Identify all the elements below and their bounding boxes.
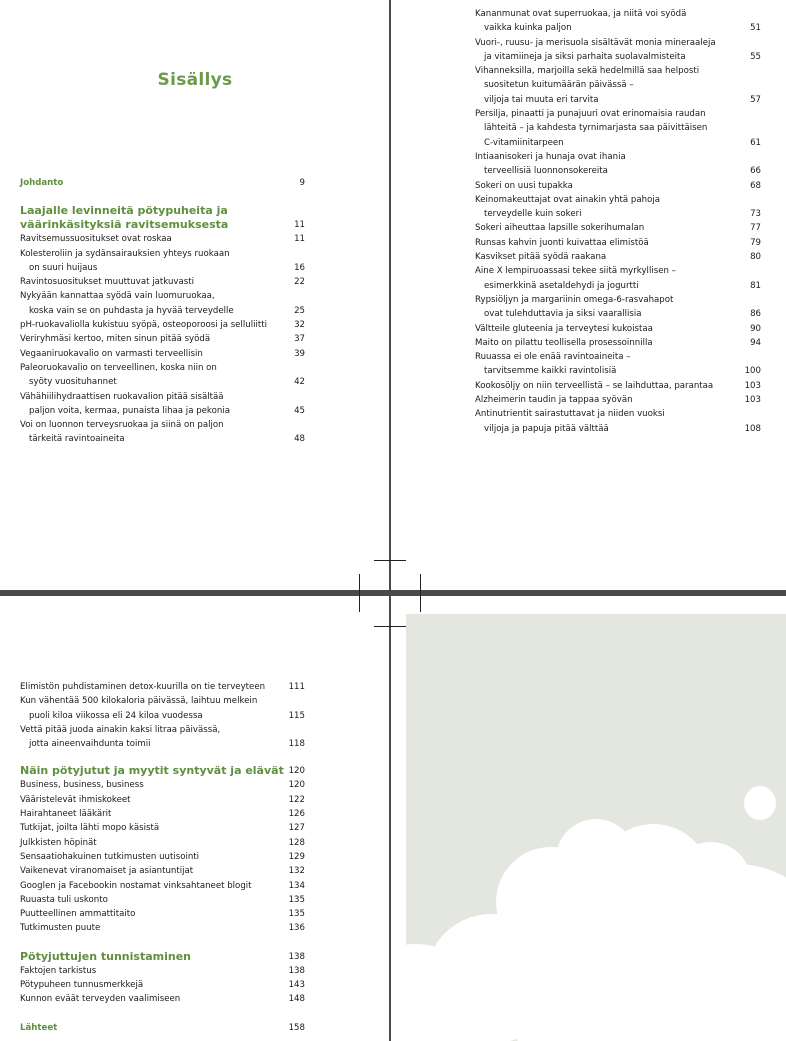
toc-entry-title: Pötyjuttujen tunnistaminen [20, 949, 191, 963]
toc-entry [20, 261, 305, 275]
cloud-shape [556, 819, 636, 899]
toc-entry-title: Faktojen tarkistus [20, 965, 97, 976]
toc-page-number: 108 [744, 423, 761, 434]
toc-entry [20, 907, 305, 921]
toc-page-number: 127 [288, 823, 305, 834]
toc-page-number: 103 [744, 380, 761, 391]
toc-entry-title: Vääristelevät ihmiskokeet [20, 794, 131, 805]
toc-entry [20, 332, 305, 346]
toc-entry [475, 379, 761, 393]
toc-entry-title: tärkeitä ravintoaineita [29, 434, 125, 445]
crop-mark [374, 626, 406, 627]
toc-page-number: 80 [750, 252, 761, 263]
toc-entry-title: Antinutrientit sairastuttavat ja niiden vuoksi [475, 409, 665, 420]
toc-section-heading [20, 204, 305, 218]
toc-left-bottom [20, 680, 305, 1035]
toc-entry-title: Pötypuheen tunnusmerkkejä [20, 980, 144, 991]
toc-entry [20, 921, 305, 935]
toc-entry-title: Kookosöljy on niin terveellistä – se laihduttaa, parantaa [475, 380, 714, 391]
toc-entry-title: on suuri huijaus [29, 262, 98, 273]
toc-left-top [20, 176, 305, 447]
toc-entry-title: suositetun kuitumäärän päivässä – [484, 80, 634, 91]
toc-entry [475, 50, 761, 64]
toc-entry [20, 864, 305, 878]
toc-entry-title: Aine X lempiruoassasi tekee siitä myrkyllisen – [475, 266, 676, 277]
toc-entry-title: syöty vuosituhannet [29, 377, 117, 388]
toc-entry [475, 150, 761, 164]
toc-page-number: 73 [750, 209, 761, 220]
toc-entry [20, 821, 305, 835]
toc-entry-title: esimerkkinä asetaldehydi ja jogurtti [484, 280, 639, 291]
toc-entry [20, 807, 305, 821]
toc-entry [20, 836, 305, 850]
toc-page-number: 100 [744, 366, 761, 377]
toc-page-number: 148 [288, 994, 305, 1005]
toc-entry-title: Business, business, business [20, 780, 144, 791]
toc-entry [20, 375, 305, 389]
toc-entry [20, 694, 305, 708]
toc-entry [20, 737, 305, 751]
toc-entry-title: Elimistön puhdistaminen detox-kuurilla on tie terveyteen [20, 682, 266, 692]
toc-entry-title: Puutteellinen ammattitaito [20, 909, 136, 920]
toc-entry-title: Kunnon eväät terveyden vaalimiseen [20, 994, 181, 1005]
toc-page-number: 128 [288, 837, 305, 848]
toc-right-top [475, 7, 761, 436]
toc-page-number: 136 [288, 923, 305, 934]
toc-entry [20, 275, 305, 289]
toc-entry [475, 207, 761, 221]
page-gutter-bottom [389, 596, 391, 1041]
toc-entry-title: Googlen ja Facebookin nostamat vinksahtaneet blogit [20, 880, 252, 891]
toc-page-number: 120 [288, 766, 305, 777]
toc-page-number: 118 [288, 739, 305, 750]
toc-entry [475, 78, 761, 92]
toc-title: Sisällys [157, 70, 233, 90]
toc-entry-title: lähteitä – ja kahdesta tyrnimarjasta saa päivittäisen [484, 123, 708, 134]
toc-entry [20, 893, 305, 907]
toc-entry [20, 347, 305, 361]
toc-entry [20, 247, 305, 261]
toc-entry [20, 778, 305, 792]
toc-entry [475, 193, 761, 207]
toc-entry-title: väärinkäsityksiä ravitsemuksesta [20, 218, 229, 232]
toc-entry-title: Näin pötyjutut ja myytit syntyvät ja elävät [20, 764, 284, 778]
page-divider [0, 590, 786, 596]
toc-page-number: 9 [299, 178, 305, 188]
toc-page-number: 143 [288, 980, 305, 991]
toc-section-heading [20, 950, 305, 964]
toc-page-number: 22 [294, 277, 305, 288]
cover-illustration-panel [406, 614, 786, 1041]
toc-entry [475, 264, 761, 278]
toc-entry [475, 336, 761, 350]
toc-entry-title: Laajalle levinneitä pötypuheita ja [20, 204, 228, 218]
toc-entry [475, 364, 761, 378]
toc-entry [475, 236, 761, 250]
toc-entry [20, 390, 305, 404]
toc-page-number: 94 [750, 337, 761, 348]
toc-entry-title: Johdanto [20, 178, 64, 188]
toc-entry [475, 307, 761, 321]
toc-page-number: 57 [750, 94, 761, 105]
toc-entry-title: paljon voita, kermaa, punaista lihaa ja pekonia [29, 405, 230, 416]
toc-entry-title: Tutkimusten puute [20, 923, 101, 934]
toc-entry-title: Persilja, pinaatti ja punajuuri ovat erinomaisia raudan [475, 109, 706, 120]
toc-entry [475, 7, 761, 21]
toc-entry-title: koska vain se on puhdasta ja hyvää terveydelle [29, 305, 234, 316]
crop-mark [420, 574, 421, 612]
toc-entry [475, 64, 761, 78]
toc-page-number: 115 [288, 710, 305, 721]
toc-entry-title: Hairahtaneet lääkärit [20, 809, 112, 820]
toc-entry-title: Voi on luonnon terveysruokaa ja siinä on paljon [20, 420, 224, 431]
toc-entry-title: Ravintosuositukset muuttuvat jatkuvasti [20, 277, 194, 288]
toc-page-number: 48 [294, 434, 305, 445]
toc-entry-title: Vaikenevat viranomaiset ja asiantuntijat [20, 866, 194, 877]
toc-entry-title: Ruuassa ei ole enää ravintoaineita – [475, 352, 631, 363]
toc-entry [20, 418, 305, 432]
toc-section-heading [20, 218, 305, 232]
toc-page-number: 37 [294, 334, 305, 345]
toc-entry-title: terveellisiä luonnonsokereita [484, 166, 608, 177]
toc-entry [20, 318, 305, 332]
toc-entry-title: Sensaatiohakuinen tutkimusten uutisointi [20, 851, 200, 862]
toc-entry [475, 293, 761, 307]
toc-entry-title: Sokeri on uusi tupakka [475, 180, 573, 191]
toc-page-number: 120 [288, 780, 305, 791]
toc-page-number: 61 [750, 137, 761, 148]
toc-entry-title: Paleoruokavalio on terveellinen, koska niin on [20, 362, 217, 373]
toc-entry [475, 179, 761, 193]
toc-entry-title: Vältteile gluteenia ja terveytesi kukoistaa [475, 323, 653, 334]
toc-page-number: 11 [294, 220, 305, 231]
toc-entry-title: Julkkisten höpinät [20, 837, 97, 848]
toc-page-number: 68 [750, 180, 761, 191]
toc-entry-title: terveydelle kuin sokeri [484, 209, 582, 220]
toc-page-number: 11 [294, 234, 305, 245]
toc-entry [20, 361, 305, 375]
toc-entry-title: Nykyään kannattaa syödä vain luomuruokaa, [20, 291, 215, 302]
toc-entry [475, 221, 761, 235]
toc-entry-title: Sokeri aiheuttaa lapsille sokerihumalan [475, 223, 645, 234]
toc-entry [475, 164, 761, 178]
toc-page-number: 135 [288, 894, 305, 905]
toc-entry [475, 250, 761, 264]
toc-entry [20, 232, 305, 246]
toc-entry-title: ovat tulehduttavia ja siksi vaarallisia [484, 309, 642, 320]
toc-page-number: 134 [288, 880, 305, 891]
toc-entry-title: Ruuasta tuli uskonto [20, 894, 108, 905]
toc-page-number: 126 [288, 809, 305, 820]
toc-entry-title: Rypsiöljyn ja margariinin omega-6-rasvahapot [475, 294, 674, 305]
toc-entry-title: Kasvikset pitää syödä raakana [475, 252, 607, 263]
toc-entry [20, 709, 305, 723]
toc-entry [20, 404, 305, 418]
toc-page-number: 135 [288, 909, 305, 920]
toc-entry-title: Vuori-, ruusu- ja merisuola sisältävät monia mineraaleja [475, 37, 716, 48]
toc-page-number: 77 [750, 223, 761, 234]
page-gutter-top [389, 0, 391, 590]
toc-entry [20, 793, 305, 807]
toc-entry [475, 350, 761, 364]
toc-entry-title: Vettä pitää juoda ainakin kaksi litraa päivässä, [20, 724, 221, 735]
toc-page-number: 16 [294, 262, 305, 273]
toc-entry-title: ja vitamiineja ja siksi parhaita suolavalmisteita [484, 51, 686, 62]
toc-entry [475, 422, 761, 436]
toc-page-number: 90 [750, 323, 761, 334]
toc-entry-title: puoli kiloa viikossa eli 24 kiloa vuodessa [29, 710, 203, 721]
toc-page-number: 51 [750, 23, 761, 34]
toc-entry [475, 21, 761, 35]
toc-page-number: 42 [294, 377, 305, 388]
toc-entry [20, 879, 305, 893]
toc-entry [20, 289, 305, 303]
toc-page-number: 132 [288, 866, 305, 877]
crop-mark [359, 574, 360, 612]
toc-page-number: 138 [288, 951, 305, 962]
toc-entry [20, 432, 305, 446]
toc-entry [20, 723, 305, 737]
toc-page-number: 39 [294, 348, 305, 359]
toc-page-number: 86 [750, 309, 761, 320]
toc-page-number: 79 [750, 237, 761, 248]
toc-entry [475, 107, 761, 121]
toc-entry-title: Runsas kahvin juonti kuivattaa elimistöä [475, 237, 649, 248]
toc-page-number: 129 [288, 851, 305, 862]
toc-page-number: 122 [288, 794, 305, 805]
toc-entry-title: tarvitsemme kaikki ravintolisiä [484, 366, 617, 377]
crop-mark [374, 560, 406, 561]
toc-entry [20, 850, 305, 864]
toc-entry [20, 992, 305, 1006]
toc-entry-title: Vähähiilihydraattisen ruokavalion pitää sisältää [20, 391, 224, 402]
toc-page-number: 32 [294, 320, 305, 331]
toc-entry-title: Vihanneksilla, marjoilla sekä hedelmillä saa helposti [475, 66, 700, 77]
toc-page-number: 55 [750, 51, 761, 62]
toc-entry-title: Veriryhmäsi kertoo, miten sinun pitää syödä [20, 334, 211, 345]
toc-entry [475, 121, 761, 135]
toc-page-number: 81 [750, 280, 761, 291]
toc-section-heading [20, 176, 305, 190]
toc-page-number: 25 [294, 305, 305, 316]
toc-entry [20, 978, 305, 992]
toc-entry [20, 680, 305, 694]
toc-entry-title: vaikka kuinka paljon [484, 23, 572, 34]
toc-entry-title: Intiaanisokeri ja hunaja ovat ihania [475, 151, 626, 162]
toc-entry-title: viljoja ja papuja pitää välttää [484, 423, 609, 434]
toc-entry-title: Lähteet [20, 1022, 58, 1033]
toc-entry-title: Keinomakeuttajat ovat ainakin yhtä pahoja [475, 194, 660, 205]
toc-entry-title: pH-ruokavaliolla kukistuu syöpä, osteoporoosi ja selluliitti [20, 320, 267, 331]
toc-entry [475, 93, 761, 107]
toc-entry [20, 304, 305, 318]
toc-page-number: 45 [294, 405, 305, 416]
toc-page-number: 111 [288, 682, 305, 692]
toc-entry-title: Kun vähentää 500 kilokaloria päivässä, laihtuu melkein [20, 696, 258, 707]
toc-entry [475, 407, 761, 421]
toc-entry-title: Kolesteroliin ja sydänsairauksien yhteys ruokaan [20, 248, 230, 259]
toc-entry [475, 393, 761, 407]
toc-entry [20, 964, 305, 978]
toc-entry [475, 136, 761, 150]
toc-entry-title: Ravitsemussuositukset ovat roskaa [20, 234, 172, 245]
cloud-shape [744, 786, 776, 820]
toc-page-number: 158 [288, 1022, 305, 1033]
toc-page-number: 138 [288, 965, 305, 976]
toc-entry-title: Alzheimerin taudin ja tappaa syövän [475, 395, 633, 406]
toc-entry [475, 36, 761, 50]
toc-section-heading [20, 1021, 305, 1035]
toc-entry-title: Maito on pilattu teollisella prosessoinnilla [475, 337, 653, 348]
toc-entry [475, 322, 761, 336]
toc-entry-title: Vegaaniruokavalio on varmasti terveellisin [20, 348, 203, 359]
toc-page-number: 103 [744, 395, 761, 406]
toc-entry [475, 279, 761, 293]
toc-section-heading [20, 764, 305, 778]
toc-entry-title: viljoja tai muuta eri tarvita [484, 94, 599, 105]
toc-entry-title: Kananmunat ovat superruokaa, ja niitä voi syödä [475, 9, 687, 19]
toc-page-number: 66 [750, 166, 761, 177]
toc-entry-title: Tutkijat, joilta lähti mopo käsistä [20, 823, 160, 834]
toc-entry-title: jotta aineenvaihdunta toimii [29, 739, 151, 750]
toc-entry-title: C-vitamiinitarpeen [484, 137, 564, 148]
